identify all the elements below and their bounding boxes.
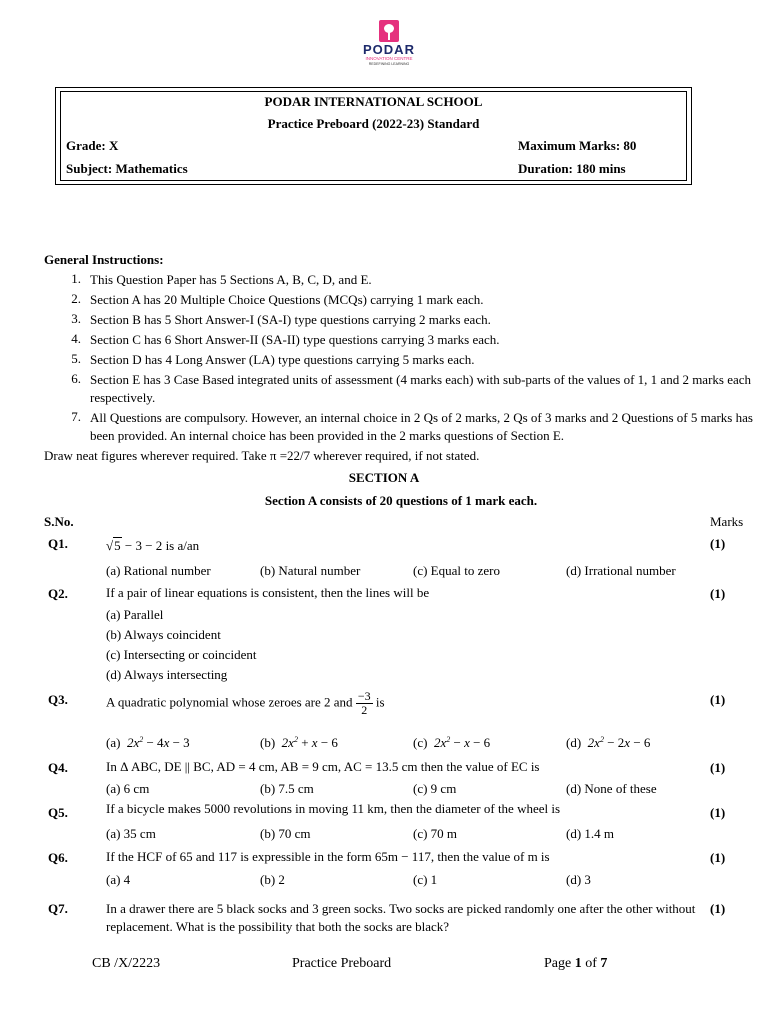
q3-option-b: (b) $2x^2 + x - 6$: [260, 735, 338, 750]
q6-option-d: (d) 3: [566, 872, 591, 887]
instruction-item: 6. Section E has 3 Case Based integrated units of assessment (4 marks each) with sub-parts of the values of 1, 1 and 2 marks each respectively.: [71, 371, 752, 405]
logo-tag: REDEFINING LEARNING: [368, 62, 410, 66]
q6-options: [106, 872, 706, 888]
q2-text: If a pair of linear equations is consistent, then the lines will be: [106, 585, 430, 600]
q4-text: In Δ ABC, DE || BC, AD = 4 cm, AB = 9 cm, AC = 13.5 cm then the value of EC is: [106, 759, 540, 774]
q4-option-a: (a) 6 cm: [106, 781, 150, 796]
subject: Subject: Mathematics: [66, 161, 188, 176]
exam-title: Practice Preboard (2022-23) Standard: [267, 116, 480, 131]
q7-text: In a drawer there are 5 black socks and 3 green socks. Two socks are picked randomly one after the other without replacement. What is the possibility that both the socks are black?: [106, 901, 696, 934]
school-logo: [356, 20, 422, 75]
q5-number: Q5.: [48, 805, 68, 820]
q5-option-c: (c) 70 m: [413, 826, 458, 841]
instructions-title: General Instructions:: [44, 252, 164, 267]
instruction-note: Draw neat figures wherever required. Take π =22/7 wherever required, if not stated.: [44, 448, 480, 463]
logo-sub: INNOVATION CENTRE: [365, 56, 413, 61]
q2-number: Q2.: [48, 586, 68, 601]
section-title: SECTION A: [348, 470, 420, 485]
footer-code: CB /X/2223: [92, 956, 161, 971]
q1-option-d: (d) Irrational number: [566, 563, 676, 578]
q3-option-d: (d) $2x^2 - 2x - 6$: [566, 735, 651, 750]
q3-text: A quadratic polynomial whose zeroes are 2 and $\frac{-3}{2}$ is: [106, 689, 385, 717]
q2-marks: (1): [710, 586, 726, 601]
q3-option-a: (a) $2x^2 - 4x - 3$: [106, 735, 190, 750]
q5-options: [106, 826, 706, 842]
q1-number: Q1.: [48, 536, 68, 551]
instruction-item: 1. This Question Paper has 5 Sections A, B, C, D, and E.: [71, 271, 372, 287]
q1-option-b: (b) Natural number: [260, 563, 361, 578]
duration: Duration: 180 mins: [518, 161, 626, 176]
logo-word: PODAR: [363, 42, 415, 57]
q4-options: [106, 781, 706, 797]
q6-number: Q6.: [48, 850, 68, 865]
instruction-item: 2. Section A has 20 Multiple Choice Questions (MCQs) carrying 1 mark each.: [71, 291, 484, 307]
q5-option-d: (d) 1.4 m: [566, 826, 615, 841]
q1-option-a: (a) Rational number: [106, 563, 211, 578]
school-name: PODAR INTERNATIONAL SCHOOL: [264, 94, 483, 109]
q7-number: Q7.: [48, 901, 68, 916]
instruction-item: 7. All Questions are compulsory. However, an internal choice in 2 Qs of 2 marks, 2 Qs of 3 marks and 2 Questions of 5 marks has been provided. An internal choice has been provided in the 2 marks questions of Section E.: [71, 409, 753, 443]
q6-option-b: (b) 2: [260, 872, 285, 887]
q1-options: [106, 563, 706, 579]
instruction-item: 5. Section D has 4 Long Answer (LA) type questions carrying 5 marks each.: [71, 351, 475, 367]
q3-number: Q3.: [48, 692, 68, 707]
q6-option-a: (a) 4: [106, 872, 131, 887]
q7-marks: (1): [710, 901, 726, 916]
q5-option-b: (b) 70 cm: [260, 826, 311, 841]
q2-option-c: (c) Intersecting or coincident: [106, 647, 257, 662]
q1-option-c: (c) Equal to zero: [413, 563, 500, 578]
sno-label: S.No.: [44, 514, 74, 529]
q4-option-d: (d) None of these: [566, 781, 657, 796]
instruction-item: 3. Section B has 5 Short Answer-I (SA-I) type questions carrying 2 marks each.: [71, 311, 491, 327]
q2-option-a: (a) Parallel: [106, 607, 164, 622]
q4-option-b: (b) 7.5 cm: [260, 781, 314, 796]
q5-text: If a bicycle makes 5000 revolutions in moving 11 km, then the diameter of the wheel is: [106, 801, 561, 816]
q6-text: If the HCF of 65 and 117 is expressible in the form 65m − 117, then the value of m is: [106, 849, 550, 864]
q3-option-c: (c) $2x^2 - x - 6$: [413, 735, 491, 750]
q1-text: √5 − 3 − 2 is a/an: [106, 538, 200, 553]
q6-option-c: (c) 1: [413, 872, 438, 887]
q4-number: Q4.: [48, 760, 68, 775]
q3-fraction: $\frac{-3}{2}$: [357, 689, 371, 717]
q5-option-a: (a) 35 cm: [106, 826, 156, 841]
instruction-item: 4. Section C has 6 Short Answer-II (SA-II) type questions carrying 3 marks each.: [71, 331, 500, 347]
q3-options: [106, 735, 706, 751]
logo-tree-icon: [379, 20, 399, 42]
max-marks: Maximum Marks: 80: [518, 138, 637, 153]
footer-title: Practice Preboard: [292, 956, 392, 971]
q5-marks: (1): [710, 805, 726, 820]
q2-option-d: (d) Always intersecting: [106, 667, 228, 682]
marks-label: Marks: [710, 514, 744, 529]
footer-page: Page 1 of 7: [544, 956, 608, 971]
q1-marks: (1): [710, 536, 726, 551]
q6-marks: (1): [710, 850, 726, 865]
section-subtitle: Section A consists of 20 questions of 1 mark each.: [264, 493, 538, 508]
grade: Grade: X: [66, 138, 119, 153]
q2-option-b: (b) Always coincident: [106, 627, 221, 642]
q4-option-c: (c) 9 cm: [413, 781, 457, 796]
q3-marks: (1): [710, 692, 726, 707]
q4-marks: (1): [710, 760, 726, 775]
